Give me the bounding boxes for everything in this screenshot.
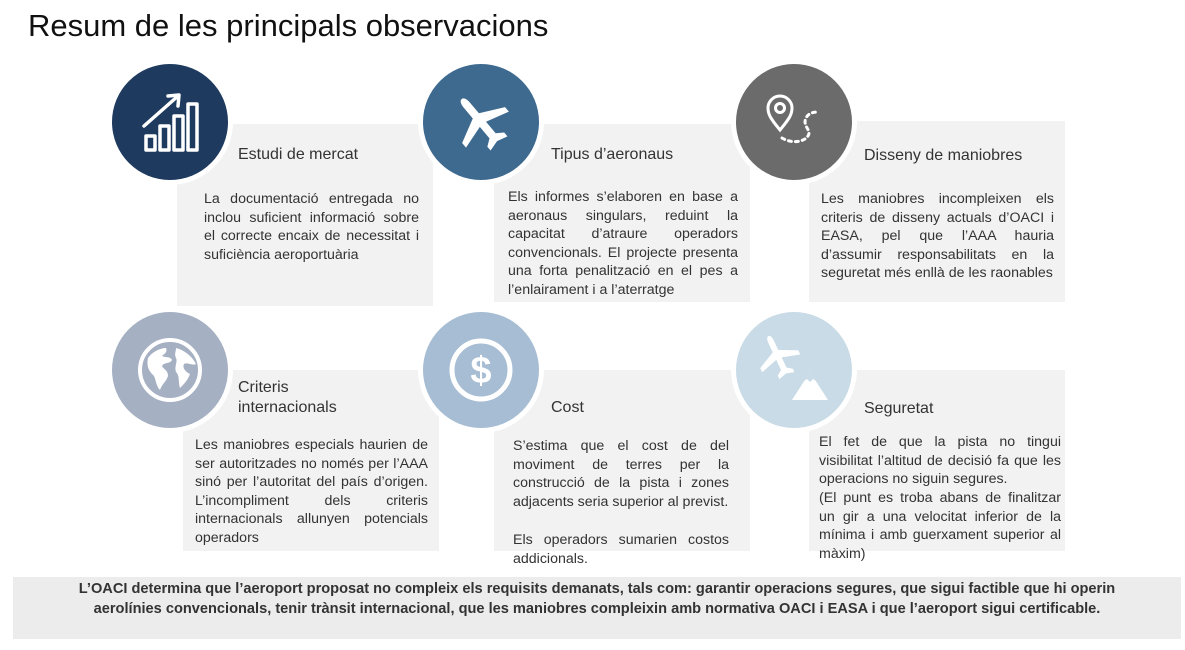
card-text: Les maniobres incompleixen els criteris de disseny actuals d’OACI i EASA, pel que l’AAA hauria d’assumir responsabilitats en la seguretat més enllà de les raonables <box>821 191 1054 281</box>
dollar-coin-icon <box>445 334 517 406</box>
svg-text:$: $ <box>470 350 492 392</box>
globe-icon <box>134 334 206 406</box>
circle-cost <box>418 307 544 433</box>
card-text: El fet de que la pista no tingui visibilitat l’altitud de decisió fa que les operacions no siguin segures. <box>819 434 1061 487</box>
circle-tipus-aeronaus <box>418 59 544 185</box>
circle-estudi-mercat <box>107 59 233 185</box>
airplane-icon <box>445 86 517 158</box>
card-text-extra: (El punt es troba abans de finalitzar un gir a una velocitat inferior de la mínima i amb guerxament superior al màxim) <box>819 490 1061 562</box>
card-heading: Tipus d’aeronaus <box>551 146 674 163</box>
card-text: Els informes s’elaboren en base a aeronaus singulars, reduint la capacitat d’atraure operadors convencionals. El projecte presenta una forta penalització en el pes a l’enlairament i a l’aterratge <box>508 189 738 298</box>
conclusion-box <box>13 577 1181 639</box>
bar-chart-growth-icon <box>134 86 206 158</box>
card-heading: Cost <box>551 399 584 416</box>
card-text: Les maniobres especials haurien de ser autoritzades no només per l’AAA sinó per l’autoritat del país d’origen. L’incompliment dels criteris internacionals allunyen potencials operadors <box>195 437 428 546</box>
card-heading: Estudi de mercat <box>238 146 359 163</box>
circle-disseny-maniobres <box>731 59 857 185</box>
card-heading: Criteris internacionals <box>238 379 337 416</box>
airplane-mountain-icon <box>758 334 830 406</box>
page-title: Resum de les principals observacions <box>28 8 549 43</box>
circle-seguretat <box>731 307 857 433</box>
card-text: S’estima que el cost de del moviment de terres per la construcció de la pista i zones adjacents seria superior al previst. <box>513 438 729 510</box>
card-text: La documentació entregada no inclou suficient informació sobre el correcte encaix de necessitat i suficiència aeroportuària <box>204 191 419 263</box>
conclusion-text: L’OACI determina que l’aeroport proposat no compleix els requisits demanats, tals com: garantir operacions segures, que sigui factible que hi operin aerolínies convencionals, tenir trànsit internacional, que les maniobres compleixin amb normativa OACI i EASA i que l’aeroport sigui certificable. <box>78 581 1116 617</box>
card-text-extra: Els operadors sumarien costos addicionals. <box>513 532 729 567</box>
route-pin-icon <box>758 86 830 158</box>
card-heading: Disseny de maniobres <box>864 147 1023 164</box>
circle-criteris-internacionals <box>107 307 233 433</box>
card-heading: Seguretat <box>864 400 934 417</box>
